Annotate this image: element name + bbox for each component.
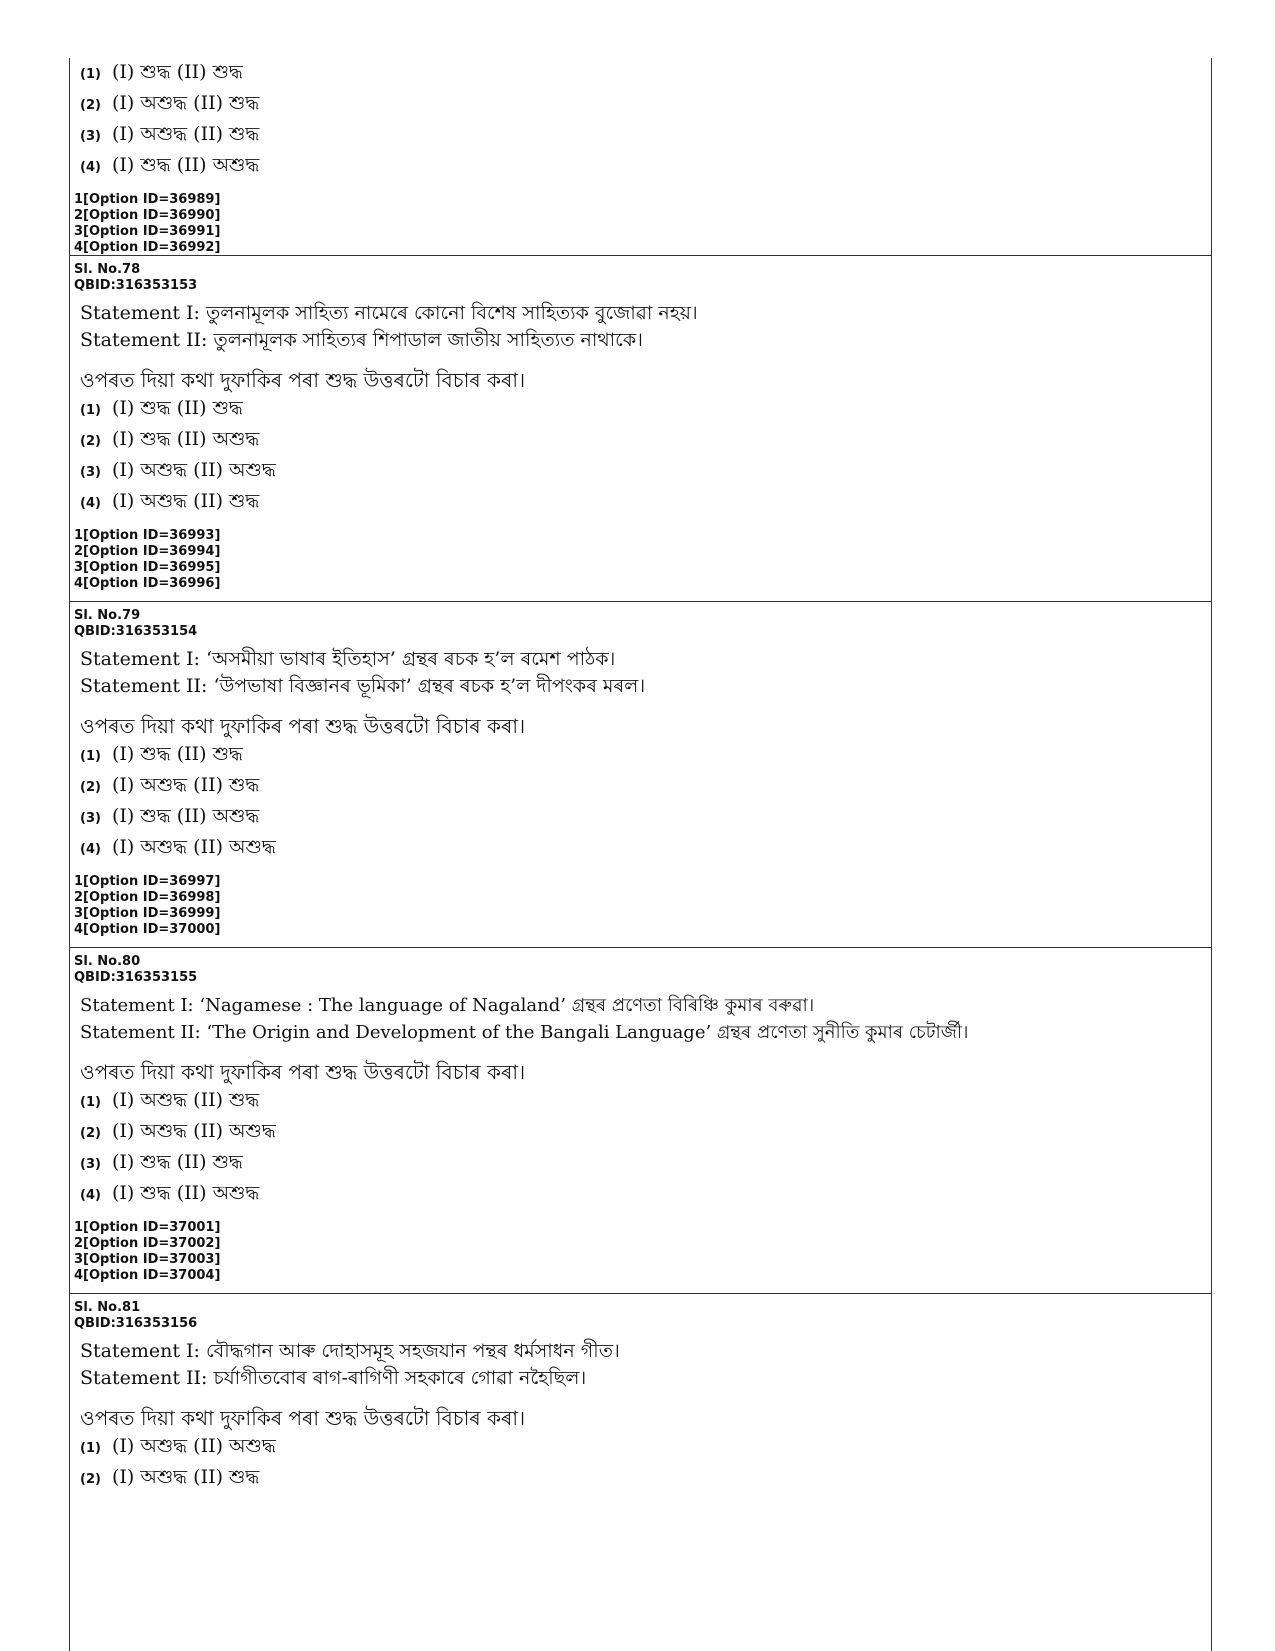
option-id: 4[Option ID=36996] (74, 576, 221, 591)
option-number: (4) (80, 1188, 101, 1203)
option-id: 1[Option ID=37001] (74, 1220, 221, 1235)
option-number: (2) (80, 98, 101, 113)
qbid: QBID:316353153 (74, 278, 198, 293)
option-id: 4[Option ID=37000] (74, 922, 221, 937)
option-item (70, 120, 1211, 151)
serial-number: Sl. No.81 (74, 1300, 141, 1315)
option-id: 3[Option ID=36995] (74, 560, 221, 575)
option-item (70, 456, 1211, 487)
question-block (70, 948, 1211, 1294)
option-id: 1[Option ID=36997] (74, 874, 221, 889)
option-item (70, 1117, 1211, 1148)
option-text: (I) শুদ্ধ (II) অশুদ্ধ (112, 428, 260, 450)
option-text: (I) শুদ্ধ (II) শুদ্ধ (112, 1151, 243, 1173)
statement-1: Statement I: ‘অসমীয়া ভাষাৰ ইতিহাস’ গ্ৰন্থৰ ৰচক হ’ল ৰমেশ পাঠক। (80, 648, 616, 670)
option-number: (2) (80, 1126, 101, 1141)
option-number: (3) (80, 129, 101, 144)
option-text: (I) অশুদ্ধ (II) শুদ্ধ (112, 92, 260, 114)
option-item (70, 740, 1211, 771)
option-text: (I) অশুদ্ধ (II) শুদ্ধ (112, 774, 260, 796)
qbid: QBID:316353156 (74, 1316, 198, 1331)
option-item (70, 771, 1211, 802)
option-text: (I) অশুদ্ধ (II) শুদ্ধ (112, 490, 260, 512)
option-item (70, 394, 1211, 425)
option-number: (4) (80, 160, 101, 175)
option-text: (I) শুদ্ধ (II) অশুদ্ধ (112, 1182, 260, 1204)
option-id: 3[Option ID=36991] (74, 224, 221, 239)
option-id-list (70, 192, 1211, 256)
option-id: 2[Option ID=36990] (74, 208, 221, 223)
option-id: 4[Option ID=36992] (74, 240, 221, 255)
statements (70, 1338, 1211, 1392)
option-text: (I) শুদ্ধ (II) অশুদ্ধ (112, 805, 260, 827)
option-id: 2[Option ID=37002] (74, 1236, 221, 1251)
option-id: 1[Option ID=36993] (74, 528, 221, 543)
option-id-list (70, 1220, 1211, 1284)
question-block (70, 602, 1211, 948)
option-number: (2) (80, 434, 101, 449)
option-text: (I) শুদ্ধ (II) শুদ্ধ (112, 397, 243, 419)
option-number: (2) (80, 780, 101, 795)
option-text: (I) শুদ্ধ (II) শুদ্ধ (112, 61, 243, 83)
option-number: (1) (80, 403, 101, 418)
option-number: (3) (80, 465, 101, 480)
option-item (70, 487, 1211, 518)
qbid: QBID:316353154 (74, 624, 198, 639)
question-prompt: ওপৰত দিয়া কথা দুফাকিৰ পৰা শুদ্ধ উত্তৰটো বিচাৰ কৰা। (80, 368, 526, 392)
statement-2: Statement II: চৰ্যাগীতবোৰ ৰাগ-ৰাগিণী সহকাৰে গোৱা নহৈছিল। (80, 1367, 587, 1389)
option-item (70, 833, 1211, 864)
statement-1: Statement I: ‘Nagamese : The language of Nagaland’ গ্ৰন্থৰ প্ৰণেতা বিৰিঞ্চি কুমাৰ বৰুৱা। (80, 995, 815, 1016)
option-number: (3) (80, 811, 101, 826)
question-header (70, 602, 1211, 640)
question-prompt: ওপৰত দিয়া কথা দুফাকিৰ পৰা শুদ্ধ উত্তৰটো বিচাৰ কৰা। (80, 1060, 526, 1084)
question-block (70, 1294, 1211, 1544)
option-item (70, 58, 1211, 89)
option-id: 2[Option ID=36998] (74, 890, 221, 905)
option-number: (1) (80, 67, 101, 82)
option-number: (1) (80, 1095, 101, 1110)
question-prompt: ওপৰত দিয়া কথা দুফাকিৰ পৰা শুদ্ধ উত্তৰটো বিচাৰ কৰা। (80, 1406, 526, 1430)
statements (70, 646, 1211, 700)
option-item (70, 425, 1211, 456)
statements (70, 300, 1211, 354)
option-id: 2[Option ID=36994] (74, 544, 221, 559)
option-text: (I) শুদ্ধ (II) শুদ্ধ (112, 743, 243, 765)
option-id-list (70, 528, 1211, 592)
option-id: 4[Option ID=37004] (74, 1268, 221, 1283)
question-header (70, 948, 1211, 986)
option-text: (I) অশুদ্ধ (II) অশুদ্ধ (112, 459, 276, 481)
question-header (70, 256, 1211, 294)
option-text: (I) অশুদ্ধ (II) অশুদ্ধ (112, 836, 276, 858)
option-text: (I) অশুদ্ধ (II) শুদ্ধ (112, 123, 260, 145)
option-text: (I) অশুদ্ধ (II) শুদ্ধ (112, 1089, 260, 1111)
option-number: (4) (80, 842, 101, 857)
option-id: 3[Option ID=36999] (74, 906, 221, 921)
option-text: (I) অশুদ্ধ (II) শুদ্ধ (112, 1466, 260, 1488)
option-item (70, 1179, 1211, 1210)
option-item (70, 1463, 1211, 1494)
option-item (70, 1432, 1211, 1463)
option-item (70, 1148, 1211, 1179)
serial-number: Sl. No.79 (74, 608, 141, 623)
option-number: (3) (80, 1157, 101, 1172)
option-item (70, 802, 1211, 833)
option-id: 3[Option ID=37003] (74, 1252, 221, 1267)
statement-1: Statement I: তুলনামূলক সাহিত্য নামেৰে কোনো বিশেষ সাহিত্যক বুজোৱা নহয়। (80, 302, 698, 324)
option-text: (I) অশুদ্ধ (II) অশুদ্ধ (112, 1120, 276, 1142)
question-paper-page (69, 58, 1212, 1651)
option-item (70, 151, 1211, 182)
question-block (70, 256, 1211, 602)
serial-number: Sl. No.78 (74, 262, 141, 277)
option-number: (2) (80, 1472, 101, 1487)
question-block-continued (70, 58, 1211, 256)
option-number: (4) (80, 496, 101, 511)
qbid: QBID:316353155 (74, 970, 198, 985)
option-id-list (70, 874, 1211, 938)
option-number: (1) (80, 1441, 101, 1456)
option-item (70, 1086, 1211, 1117)
option-id: 1[Option ID=36989] (74, 192, 221, 207)
question-prompt: ওপৰত দিয়া কথা দুফাকিৰ পৰা শুদ্ধ উত্তৰটো বিচাৰ কৰা। (80, 714, 526, 738)
statement-2: Statement II: তুলনামূলক সাহিত্যৰ শিপাডাল জাতীয় সাহিত্যত নাথাকে। (80, 329, 643, 351)
statement-1: Statement I: বৌদ্ধগান আৰু দোহাসমূহ সহজযান পন্থৰ ধৰ্মসাধন গীত। (80, 1340, 620, 1362)
serial-number: Sl. No.80 (74, 954, 141, 969)
option-number: (1) (80, 749, 101, 764)
option-text: (I) অশুদ্ধ (II) অশুদ্ধ (112, 1435, 276, 1457)
statement-2: Statement II: ‘The Origin and Development of the Bangali Language’ গ্ৰন্থৰ প্ৰণেতা সুনীতি কুমাৰ চেটাৰ্জী। (80, 1022, 969, 1043)
statement-2: Statement II: ‘উপভাষা বিজ্ঞানৰ ভূমিকা’ গ্ৰন্থৰ ৰচক হ’ল দীপংকৰ মৰল। (80, 675, 646, 697)
statements (70, 992, 1211, 1046)
question-header (70, 1294, 1211, 1332)
option-item (70, 89, 1211, 120)
option-text: (I) শুদ্ধ (II) অশুদ্ধ (112, 154, 260, 176)
